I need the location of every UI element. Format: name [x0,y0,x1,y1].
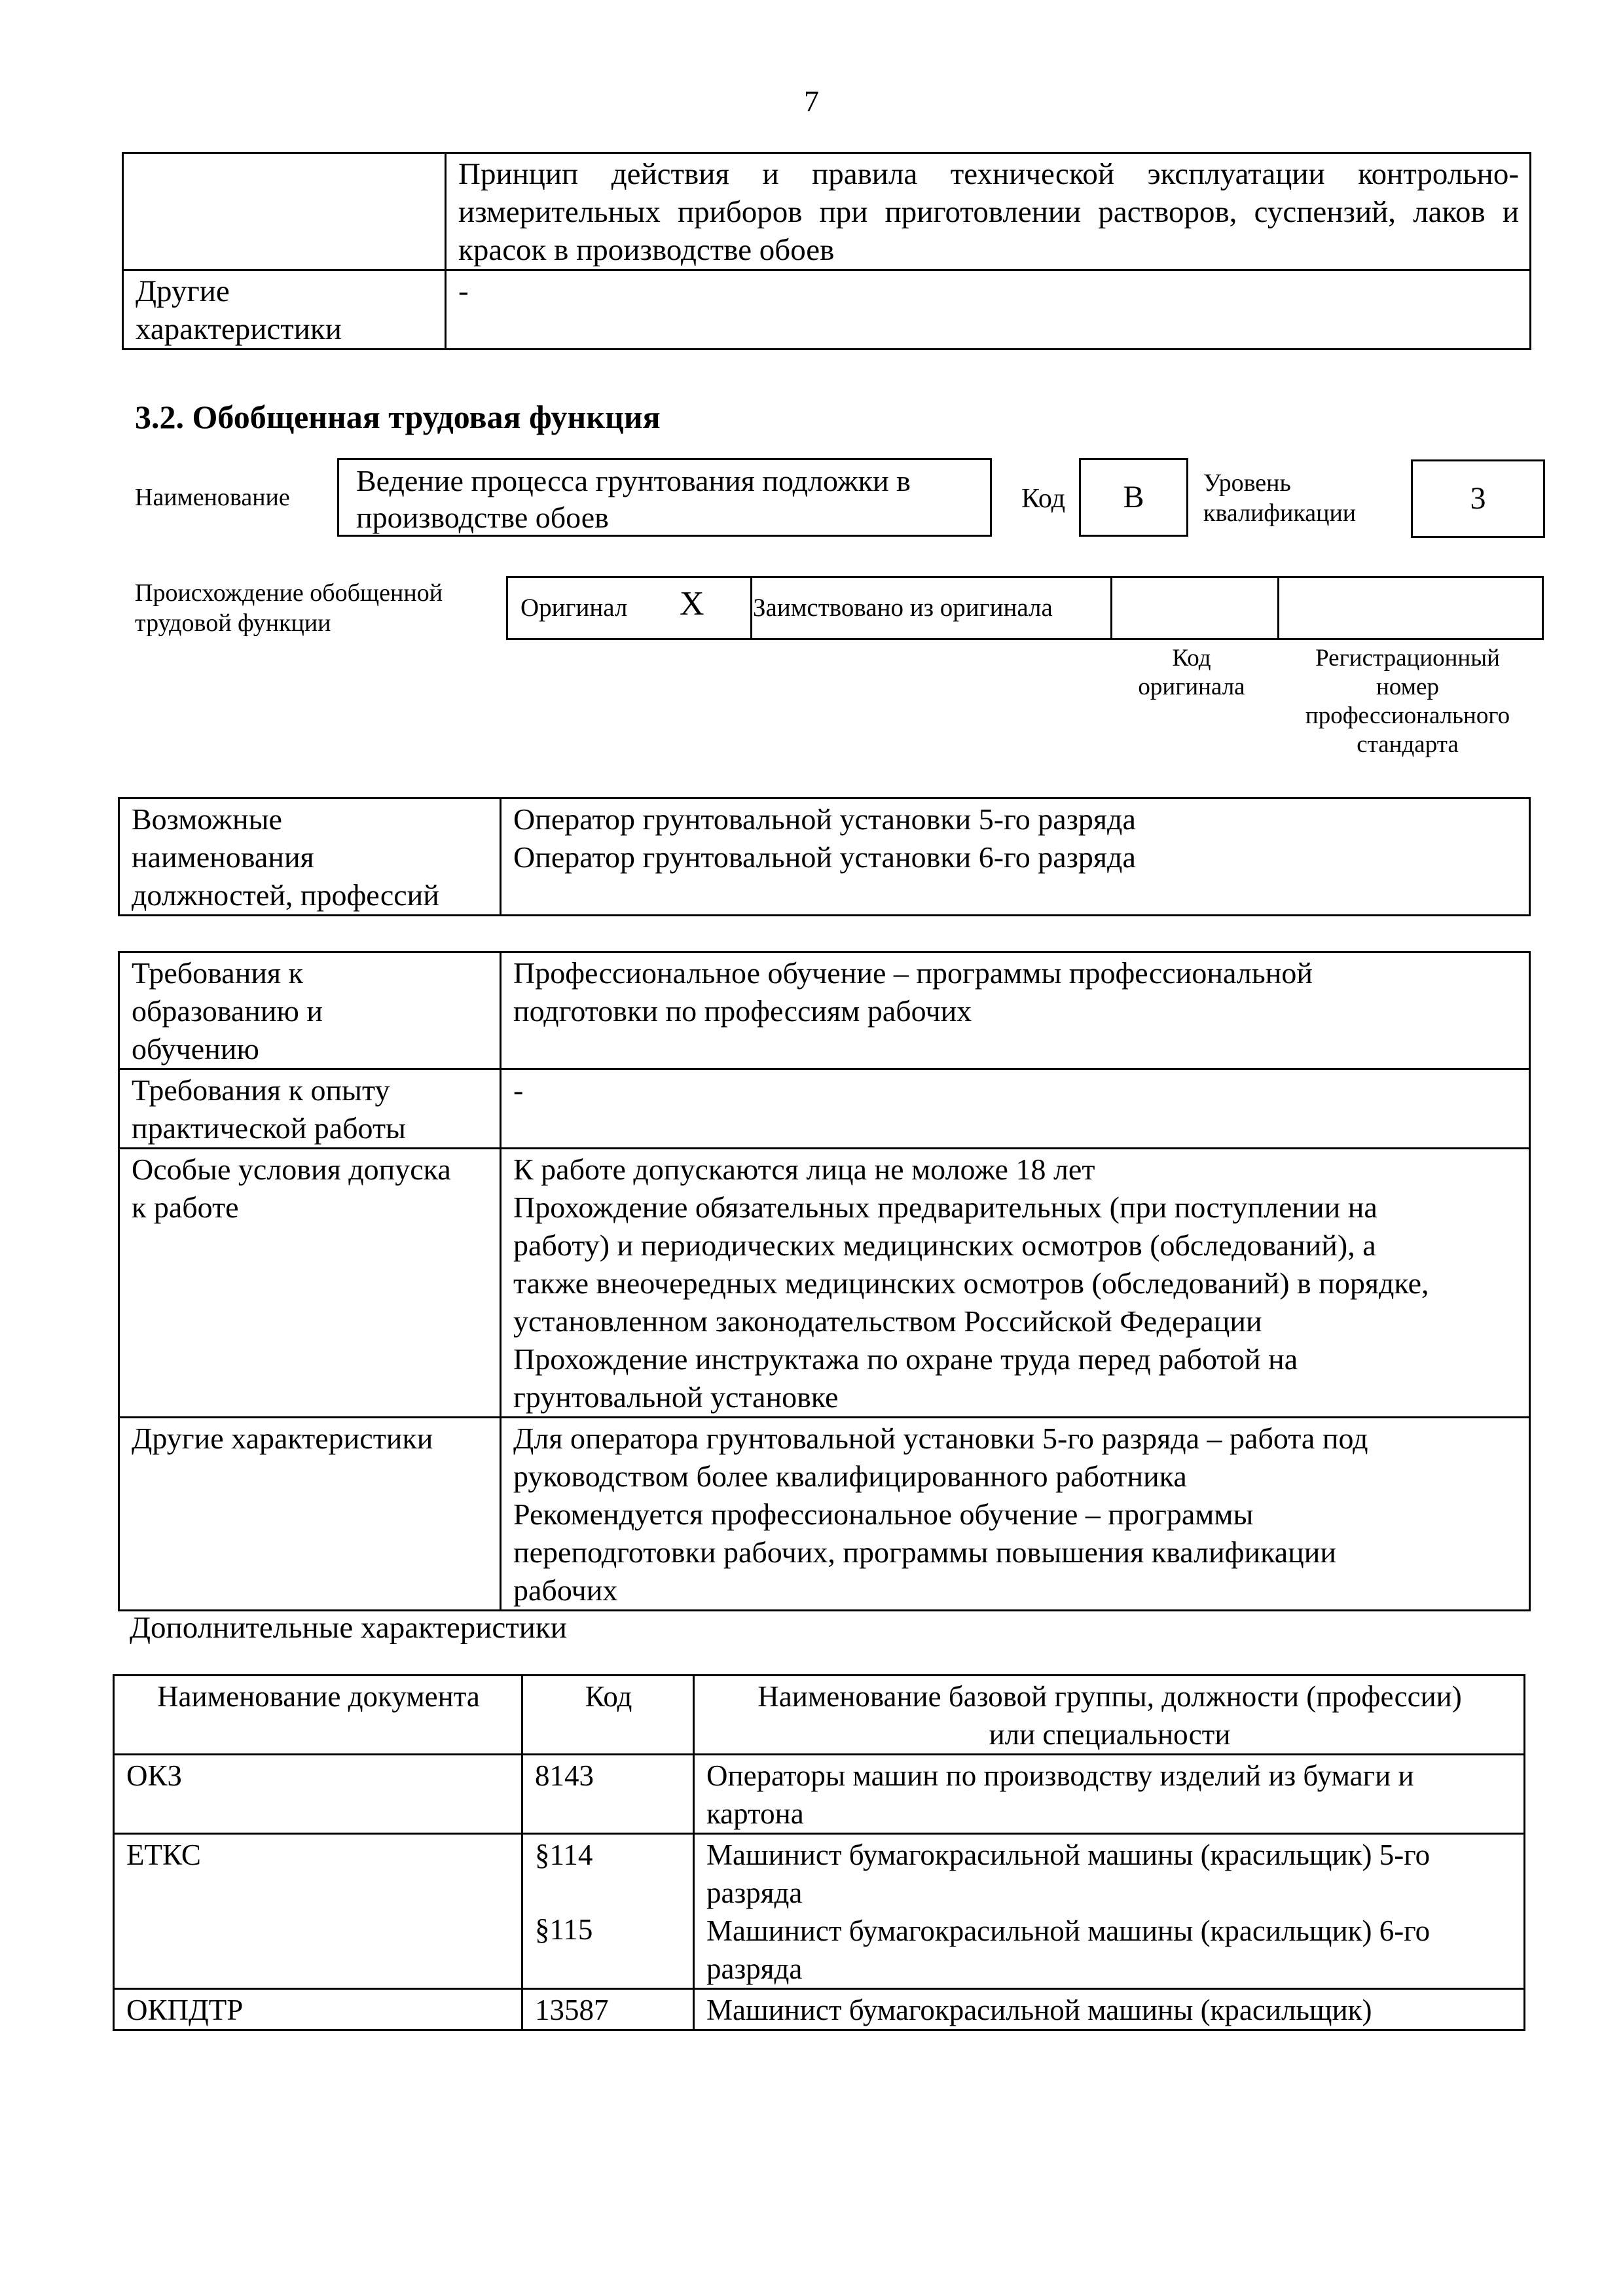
original-label: Оригинал [520,594,628,622]
borrowed-label: Заимствовано из оригинала [753,594,1053,622]
requirements-table [118,951,1531,1611]
divider [750,578,752,638]
column-header-group-name: Наименование базовой группы, должности (профессии) или специальности [694,1676,1525,1755]
level-value-box: 3 [1411,459,1545,538]
other-characteristics-value: Для оператора грунтовальной установки 5-го разряда – работа под руководством более квалифицированного работника Рекомендуется профессиональное обучение – программы переподготовки рабочих, программы повышения квалификации рабочих [501,1418,1530,1611]
table-row [114,1834,1525,1989]
table-row [114,1755,1525,1834]
admission-conditions-value: К работе допускаются лица не моложе 18 лет Прохождение обязательных предварительных (при поступлении на работу) и периодических медицинских осмотров (обследований), а также внеочередных медицинских осмотров (обследований) в порядке, установленном законодательством Российской Федерации Прохождение инструктажа по охране труда перед работой на грунтовальной установке [501,1149,1530,1418]
page-number: 7 [804,84,819,118]
empty-label-cell [123,153,446,270]
level-label-line1: Уровень [1203,469,1291,497]
code-label: Код [1021,484,1066,514]
other-characteristics-label: Другие характеристики [123,270,446,350]
function-name-box: Ведение процесса грунтования подложки в производстве обоев [337,458,992,537]
okpdtr-doc: ОКПДТР [114,1989,522,2030]
column-header-code: Код [522,1676,694,1755]
name-label: Наименование [135,484,290,511]
okz-doc: ОКЗ [114,1755,522,1834]
etks-doc: ЕТКС [114,1834,522,1989]
continued-knowledge-text: Принцип действия и правила технической эксплуатации контрольно-измерительных приборов при приготовлении растворов, суспензий, лаков и красок в производстве обоев [446,153,1531,270]
etks-names: Машинист бумагокрасильной машины (красильщик) 5-го разряда Машинист бумагокрасильной машины (красильщик) 6-го разряда [694,1834,1525,1989]
list-item: Оператор грунтовальной установки 5-го разряда [513,802,1136,836]
experience-value: - [501,1069,1530,1149]
list-item: Оператор грунтовальной установки 6-го разряда [513,840,1136,874]
divider [1277,578,1279,638]
previous-table-continuation [122,152,1531,350]
okz-name: Операторы машин по производству изделий из бумаги и картона [694,1755,1525,1834]
table-row [119,1418,1530,1611]
table-header-row [114,1676,1525,1755]
original-code-caption: Код оригинала [1138,645,1245,700]
additional-characteristics-title: Дополнительные характеристики [130,1611,567,1645]
origin-label-line2: трудовой функции [135,609,331,637]
position-names-label: Возможные наименования должностей, профессий [119,798,501,916]
table-row [119,1149,1530,1418]
etks-codes: §114 §115 [522,1834,694,1989]
table-row [119,952,1530,1069]
divider [1110,578,1112,638]
table-row [114,1989,1525,2030]
registration-number-caption: Регистрационный номер профессионального стандарта [1305,645,1510,758]
okpdtr-name: Машинист бумагокрасильной машины (красильщик) [694,1989,1525,2030]
code-value-box: B [1079,458,1188,537]
table-row [119,1069,1530,1149]
other-characteristics-value: - [446,270,1531,350]
level-label-line2: квалификации [1203,499,1357,527]
position-names-table [118,797,1531,916]
section-heading: 3.2. Обобщенная трудовая функция [135,399,661,435]
other-characteristics-label: Другие характеристики [119,1418,501,1611]
table-row [119,798,1530,916]
table-row [123,153,1531,270]
position-names-list [501,798,1530,916]
education-value: Профессиональное обучение – программы профессиональной подготовки по профессиям рабочих [501,952,1530,1069]
original-mark: X [680,585,704,622]
education-label: Требования к образованию и обучению [119,952,501,1069]
column-header-document: Наименование документа [114,1676,522,1755]
admission-conditions-label: Особые условия допуска к работе [119,1149,501,1418]
origin-label-line1: Происхождение обобщенной [135,579,443,607]
table-row [123,270,1531,350]
experience-label: Требования к опыту практической работы [119,1069,501,1149]
okpdtr-code: 13587 [522,1989,694,2030]
additional-characteristics-table [113,1674,1525,2031]
okz-code: 8143 [522,1755,694,1834]
